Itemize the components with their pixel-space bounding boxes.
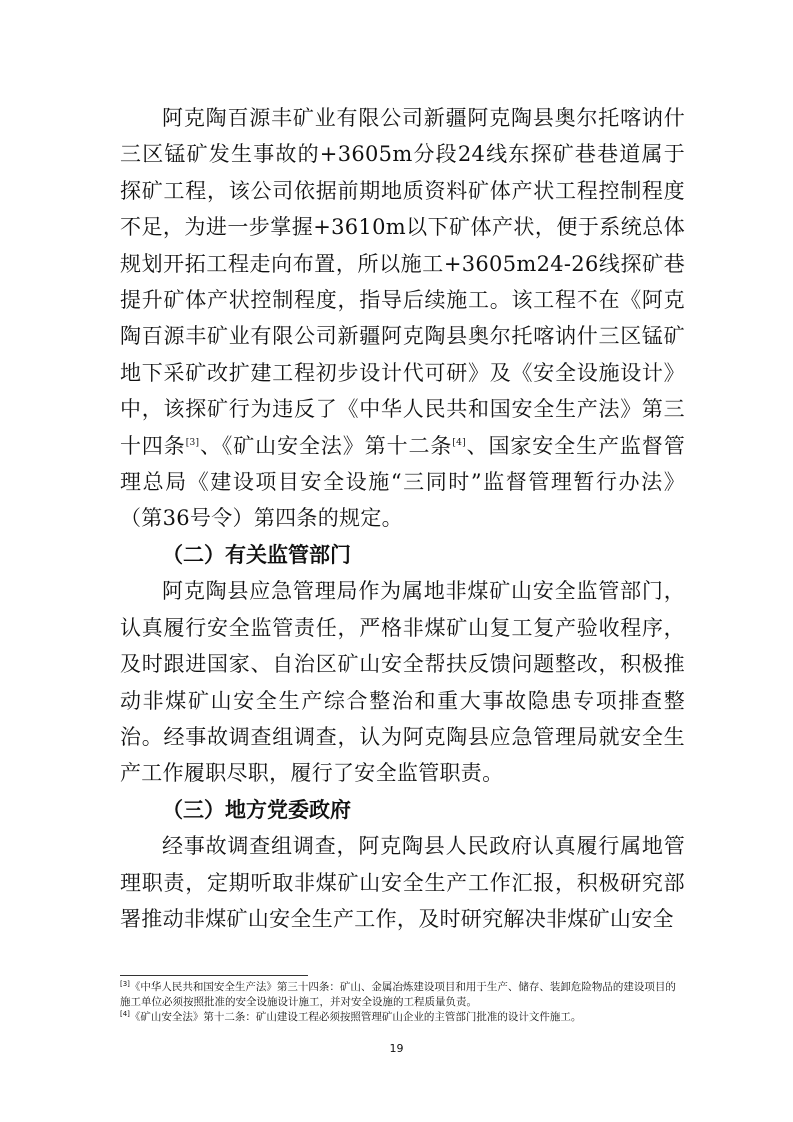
footnote-text: 《矿山安全法》第十二条：矿山建设工程必须按照管理矿山企业的主管部门批准的设计文件施工。 (129, 1011, 582, 1023)
footnote-reference[interactable]: [4] (452, 437, 466, 448)
section-heading-local-government: （三）地方党委政府 (162, 797, 351, 822)
footnote-text: 《中华人民共和国安全生产法》第三十四条：矿山、金属冶炼建设项目和用于生产、储存、装卸危险物品的建设项目的施工单位必须按照批准的安全设施设计施工，并对安全设施的工程质量负责。 (120, 981, 676, 1008)
paragraph-local-government: 经事故调查组调查，阿克陶县人民政府认真履行属地管理职责，定期听取非煤矿山安全生产工作汇报，积极研究部署推动非煤矿山安全生产工作，及时研究解决非煤矿山安全 (120, 834, 685, 931)
footnotes (120, 980, 685, 1025)
paragraph-text: 、《矿山安全法》第十二条 (199, 433, 453, 458)
paragraph-regulators: 阿克陶县应急管理局作为属地非煤矿山安全监管部门，认真履行安全监管责任，严格非煤矿山复工复产验收程序，及时跟进国家、自治区矿山安全帮扶反馈问题整改，积极推动非煤矿山安全生产综合整治和重大事故隐患专项排查整治。经事故调查组调查，认为阿克陶县应急管理局就安全生产工作履职尽职，履行了安全监管职责。 (120, 579, 685, 786)
footnote-marker: [4] (120, 1010, 130, 1018)
paragraph-text: 、国家安全生产监督管理总局《建设项目安全设施“三同时”监督管理暂行办法》（第36号令）第四条的规定。 (120, 433, 685, 531)
footnote-item (120, 1010, 685, 1025)
page-number: 19 (389, 1042, 404, 1055)
footnote-item (120, 980, 685, 1010)
paragraph-violation-analysis (120, 100, 685, 537)
body-text (120, 100, 685, 937)
footnote-marker: [3] (120, 980, 130, 988)
section-heading-regulators: （二）有关监管部门 (162, 542, 351, 567)
footnote-reference[interactable]: [3] (185, 437, 200, 448)
paragraph-text: 阿克陶百源丰矿业有限公司新疆阿克陶县奥尔托喀讷什三区锰矿发生事故的+3605m分段24线东探矿巷巷道属于探矿工程，该公司依据前期地质资料矿体产状工程控制程度不足，为进一步掌握+3610m以下矿体产状，便于系统总体规划开拓工程走向布置，所以施工+3605m24-26线探矿巷提升矿体产状控制程度，指导后续施工。该工程不在《阿克陶百源丰矿业有限公司新疆阿克陶县奥尔托喀讷什三区锰矿地下采矿改扩建工程初步设计代可研》及《安全设施设计》中，该探矿行为违反了《中华人民共和国安全生产法》第三十四条 (120, 106, 685, 458)
footnote-divider (120, 975, 308, 976)
